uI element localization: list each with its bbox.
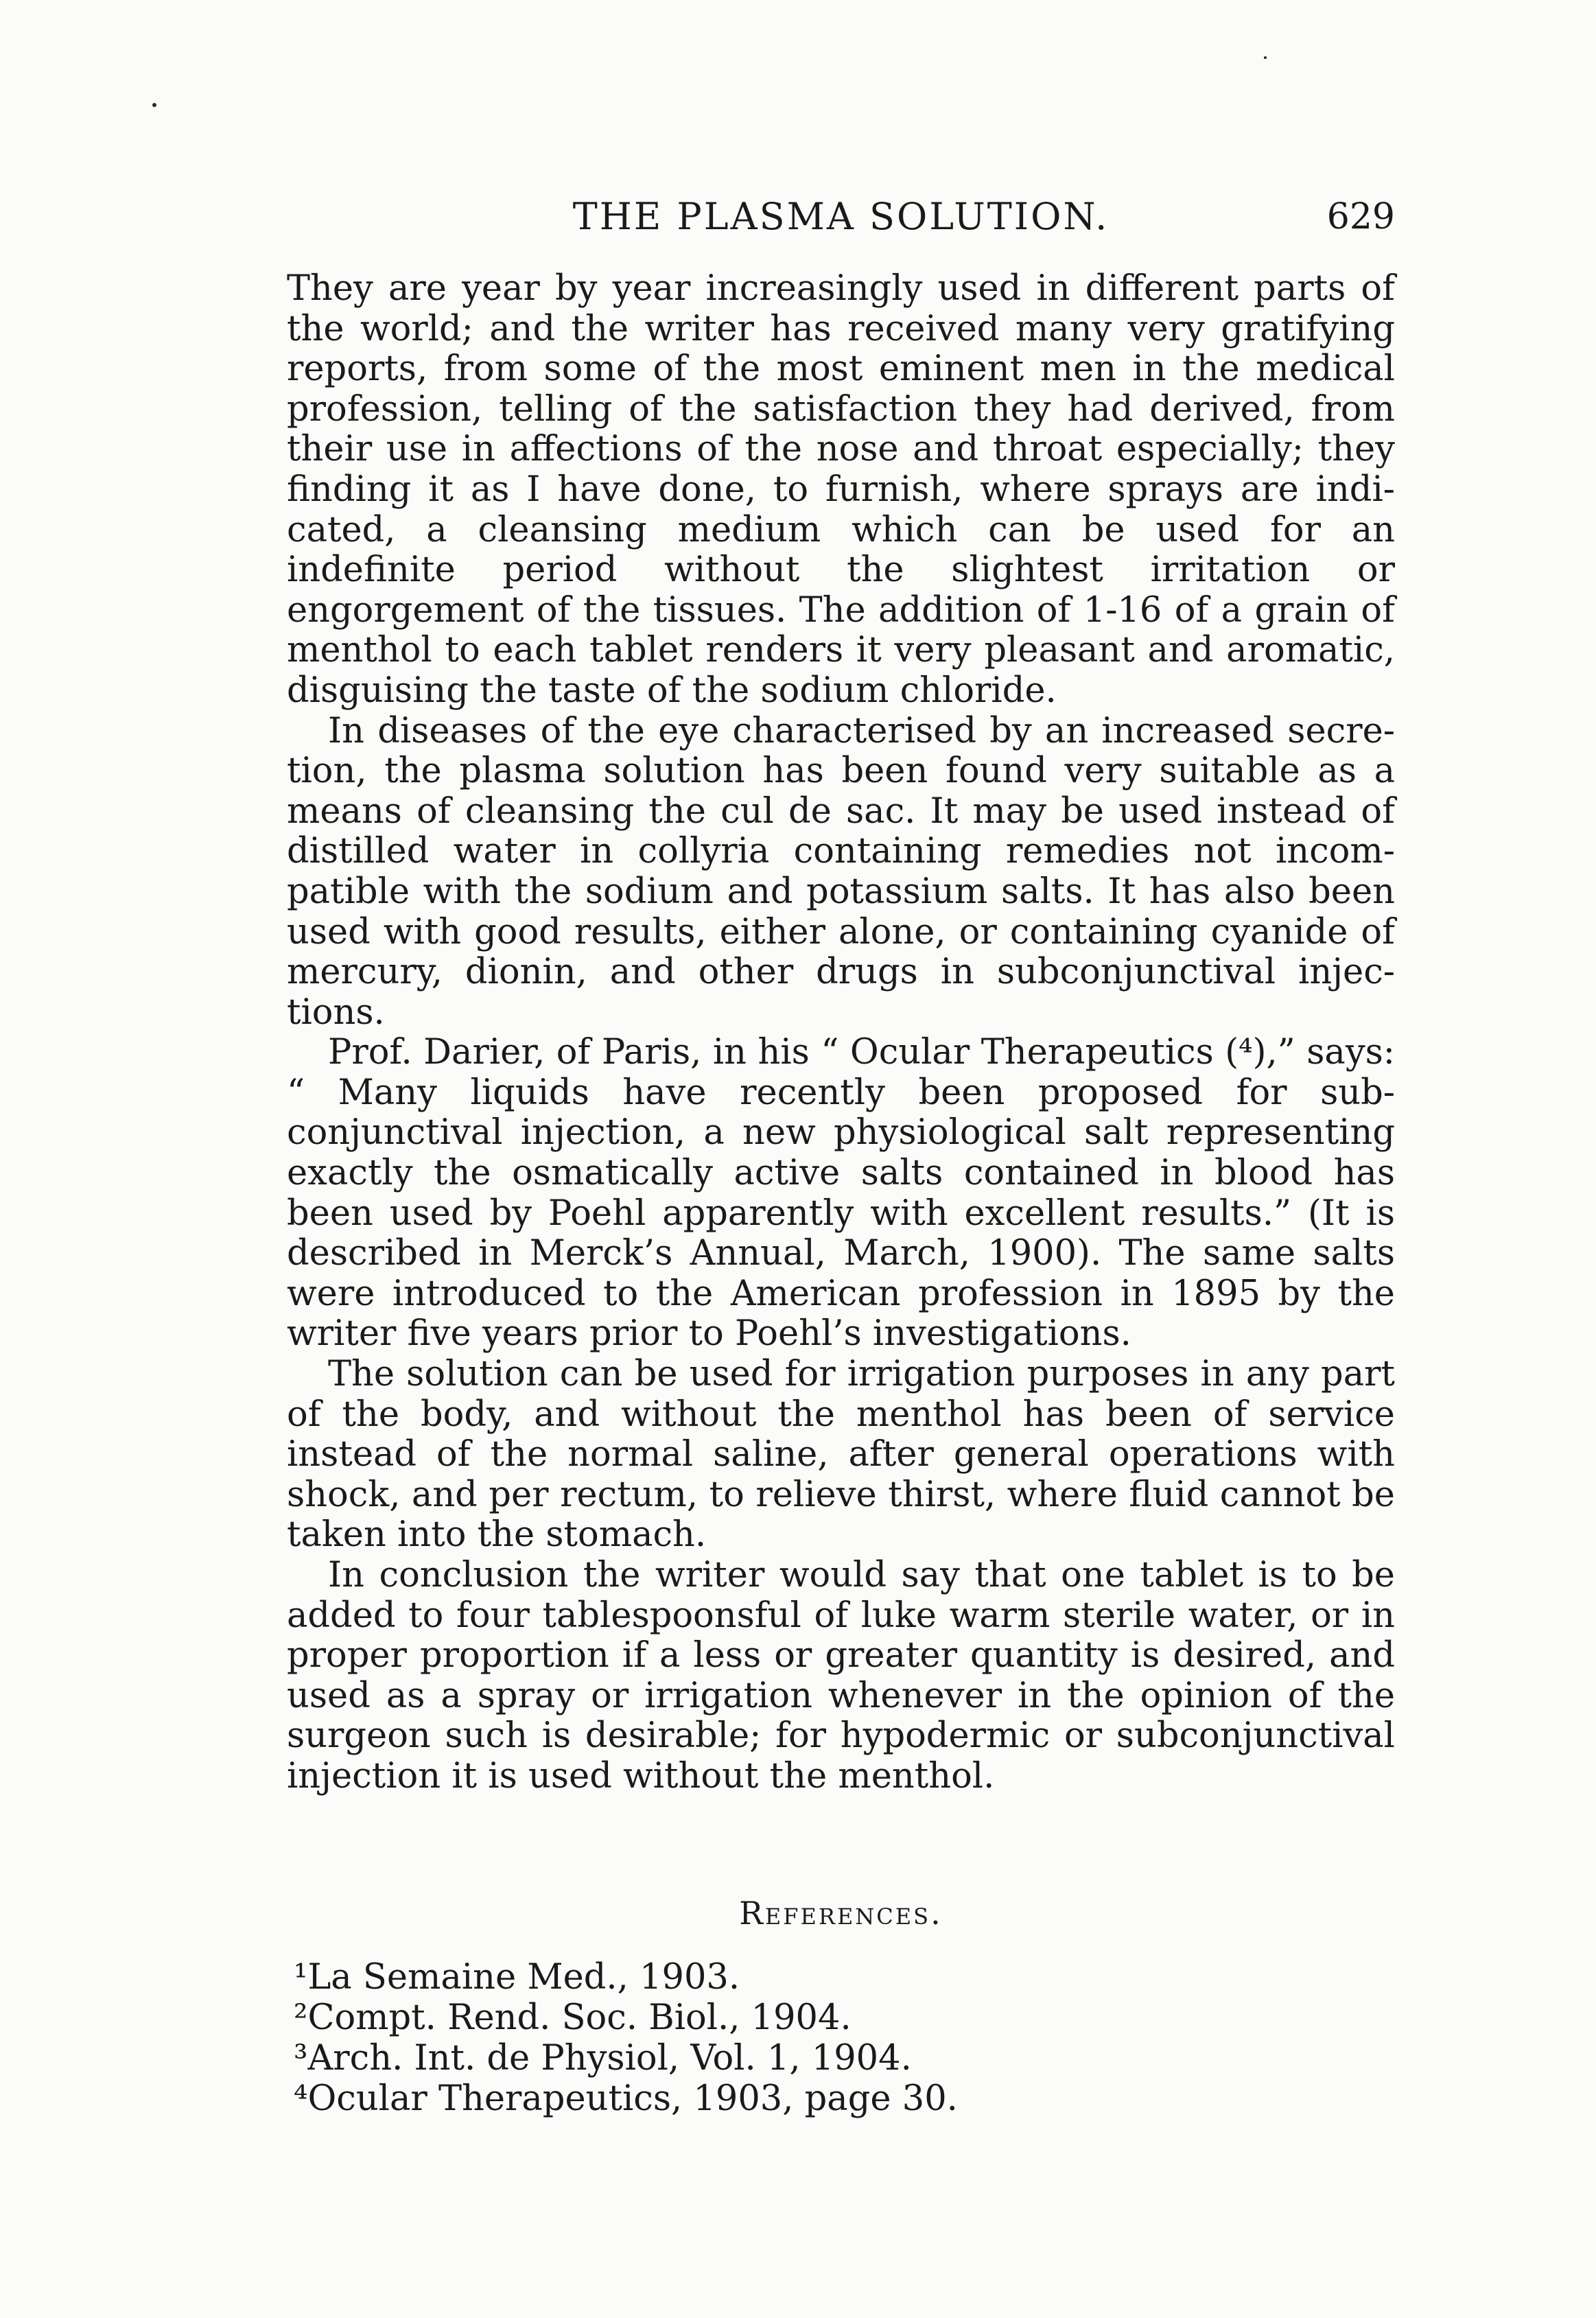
reference-item: ³Arch. Int. de Physiol, Vol. 1, 1904.	[294, 2038, 912, 2079]
reference-item: ⁴Ocular Therapeutics, 1903, page 30.	[294, 2079, 958, 2119]
paragraph: They are year by year increasingly used in different parts of the world; and the writer has received many very gratifying reports, from some of the most eminent men in the medical profession, telling of the satisfaction they had derived, from their use in affections of the nose and throat especially; they finding it as I have done, to furnish, where sprays are indicated, a cleansing medium which can be used for an indefinite period without the slightest irritation or engorgement of the tissues. The addition of 1-16 of a grain of menthol to each tablet renders it very pleasant and aromatic, disguising the taste of the sodium chloride.	[287, 268, 1395, 711]
paragraph: Prof. Darier, of Paris, in his “ Ocular Therapeutics (⁴),” says: “ Many liquids have recently been proposed for subconjunctival injection, a new physiological salt representing exactly the osmatically active salts contained in blood has been used by Poehl apparently with excellent results.” (It is described in Merck’s Annual, March, 1900). The same salts were introduced to the American profession in 1895 by the writer five years prior to Poehl’s investigations.	[287, 1032, 1395, 1355]
paragraph: In diseases of the eye characterised by an increased secretion, the plasma solution has been found very suitable as a means of cleansing the cul de sac. It may be used instead of distilled water in collyria containing remedies not incompatible with the sodium and potassium salts. It has also been used with good results, either alone, or containing cyanide of mercury, dionin, and other drugs in subconjunctival injections.	[287, 710, 1395, 1033]
running-title: THE PLASMA SOLUTION.	[572, 195, 1110, 238]
references-heading: References.	[739, 1895, 943, 1932]
print-speck	[1264, 56, 1267, 59]
page-header	[287, 189, 1395, 244]
print-speck	[152, 103, 156, 107]
paragraph: In conclusion the writer would say that one tablet is to be added to four tablespoonsful of luke warm sterile water, or in proper proportion if a less or greater quantity is desired, and used as a spray or irrigation whenever in the opinion of the surgeon such is desirable; for hypodermic or subconjunctival injection it is used without the menthol.	[287, 1555, 1395, 1796]
reference-item: ¹La Semaine Med., 1903.	[294, 1957, 740, 1998]
references-list	[287, 1957, 1395, 2119]
paragraph: The solution can be used for irrigation purposes in any part of the body, and without the menthol has been of service instead of the normal saline, after general operations with shock, and per rectum, to relieve thirst, where fluid cannot be taken into the stomach.	[287, 1354, 1395, 1556]
reference-item: ²Compt. Rend. Soc. Biol., 1904.	[294, 1998, 852, 2038]
body-text	[287, 269, 1395, 1797]
page-number: 629	[1326, 196, 1395, 237]
